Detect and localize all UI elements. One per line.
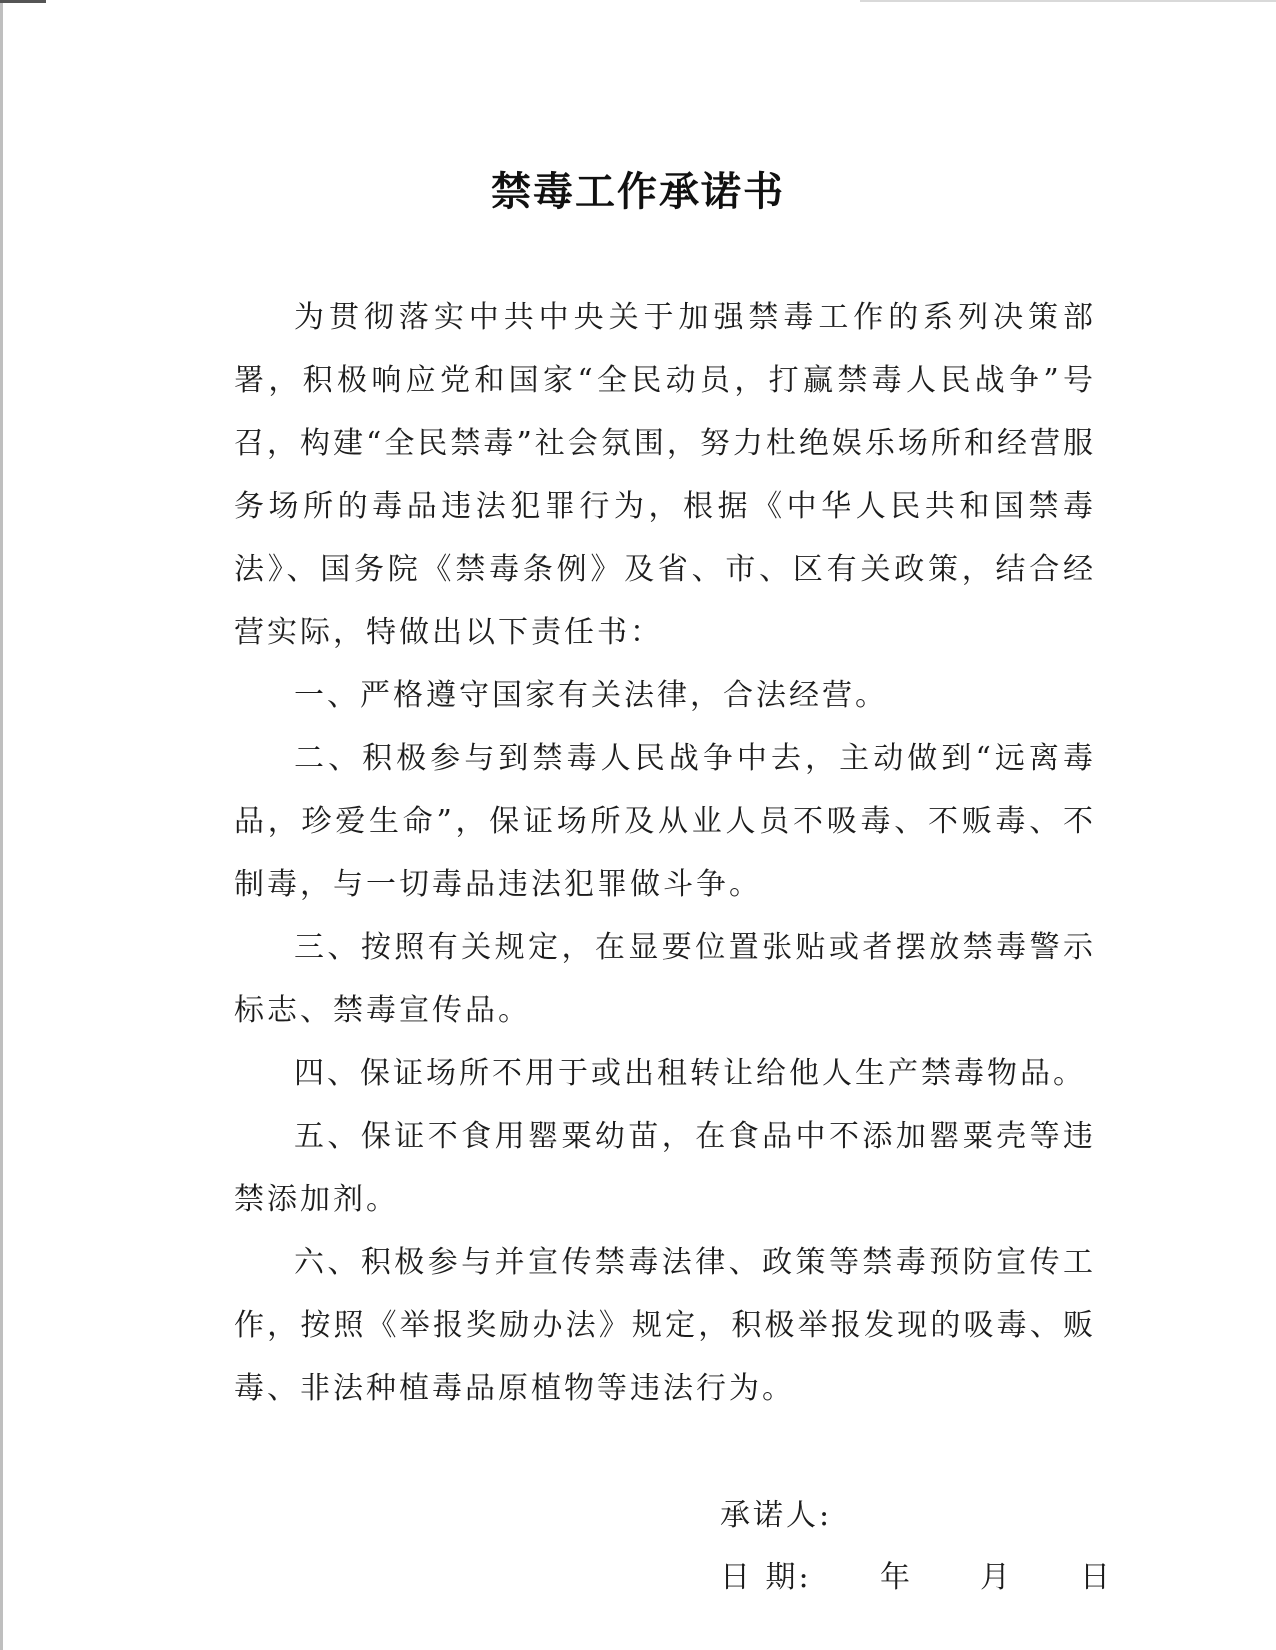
date-line bbox=[720, 1552, 1113, 1596]
date-year: 年 bbox=[880, 1560, 913, 1595]
paragraph-item-4: 四、保证场所不用于或出租转让给他人生产禁毒物品。 bbox=[294, 1056, 1086, 1091]
date-day: 日 bbox=[1080, 1560, 1113, 1595]
paragraph-preamble: 为贯彻落实中共中央关于加强禁毒工作的系列决策部署，积极响应党和国家“全民动员，打赢禁毒人民战争”号召，构建“全民禁毒”社会氛围，努力杜绝娱乐场所和经营服务场所的毒品违法犯罪行为，根据《中华人民共和国禁毒法》、国务院《禁毒条例》及省、市、区有关政策，结合经营实际，特做出以下责任书： bbox=[234, 300, 1096, 650]
date-month: 月 bbox=[980, 1560, 1013, 1595]
document-title: 禁毒工作承诺书 bbox=[491, 168, 785, 215]
paragraph-item-5: 五、保证不食用罂粟幼苗，在食品中不添加罂粟壳等违禁添加剂。 bbox=[234, 1119, 1096, 1217]
paragraph-item-6: 六、积极参与并宣传禁毒法律、政策等禁毒预防宣传工作，按照《举报奖励办法》规定，积极举报发现的吸毒、贩毒、非法种植毒品原植物等违法行为。 bbox=[234, 1245, 1096, 1406]
scan-edge-top bbox=[0, 0, 46, 3]
paragraph-item-3: 三、按照有关规定，在显要位置张贴或者摆放禁毒警示标志、禁毒宣传品。 bbox=[234, 930, 1096, 1028]
promisor-line bbox=[720, 1490, 832, 1534]
promisor-label: 承诺人: bbox=[720, 1498, 833, 1533]
paragraph-item-1: 一、严格遵守国家有关法律，合法经营。 bbox=[294, 678, 888, 713]
scan-edge-left bbox=[0, 0, 3, 1650]
scan-edge-top-right bbox=[860, 0, 1276, 2]
paragraph-item-2: 二、积极参与到禁毒人民战争中去，主动做到“远离毒品，珍爱生命”，保证场所及从业人员不吸毒、不贩毒、不制毒，与一切毒品违法犯罪做斗争。 bbox=[234, 741, 1096, 902]
date-label: 日 期: bbox=[720, 1560, 812, 1595]
document-body bbox=[234, 286, 1096, 1420]
